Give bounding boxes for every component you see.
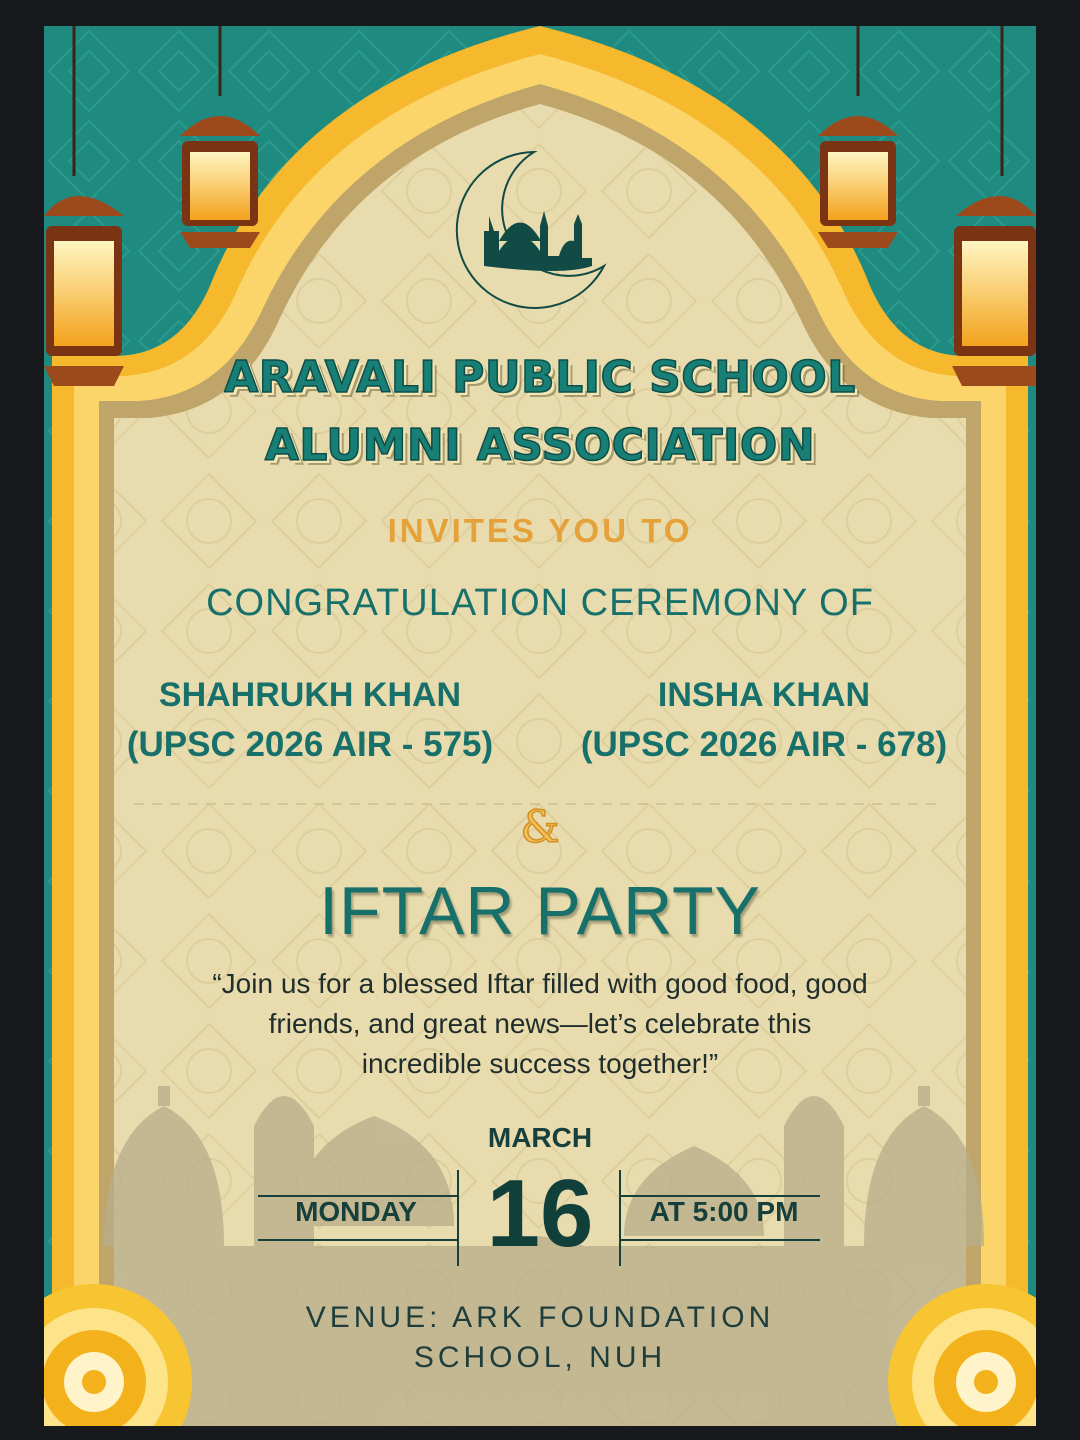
honoree-1 xyxy=(80,670,540,770)
ampersand: & xyxy=(520,802,560,853)
event-month: MARCH xyxy=(487,1122,593,1153)
event-weekday: MONDAY xyxy=(295,1196,417,1227)
quote-line-1: “Join us for a blessed Iftar filled with good food, good xyxy=(212,968,868,999)
honoree-2-name: INSHA KHAN xyxy=(657,676,871,714)
organizer-name xyxy=(44,344,1036,480)
venue-line-2: SCHOOL, NUH xyxy=(413,1341,667,1374)
organizer-line-1: ARAVALI PUBLIC SCHOOL xyxy=(224,352,856,403)
event-venue xyxy=(240,1298,840,1378)
event-day: 16 xyxy=(486,1160,594,1267)
quote-line-3: incredible success together!” xyxy=(361,1048,719,1079)
event-time: AT 5:00 PM xyxy=(649,1196,799,1227)
ceremony-title: CONGRATULATION CEREMONY OF xyxy=(206,582,874,624)
event-title: IFTAR PARTY xyxy=(319,873,761,949)
venue-line-1: VENUE: ARK FOUNDATION xyxy=(305,1301,775,1334)
honoree-1-name: SHAHRUKH KHAN xyxy=(158,676,462,714)
invitation-quote xyxy=(114,964,966,1084)
honoree-1-rank: (UPSC 2026 AIR - 575) xyxy=(126,725,494,764)
quote-line-2: friends, and great news—let’s celebrate this xyxy=(268,1008,812,1039)
honoree-2-rank: (UPSC 2026 AIR - 678) xyxy=(580,725,948,764)
organizer-line-2: ALUMNI ASSOCIATION xyxy=(264,420,816,471)
invitation-card xyxy=(44,26,1036,1426)
invites-text: INVITES YOU TO xyxy=(387,512,693,549)
honoree-2 xyxy=(534,670,994,770)
